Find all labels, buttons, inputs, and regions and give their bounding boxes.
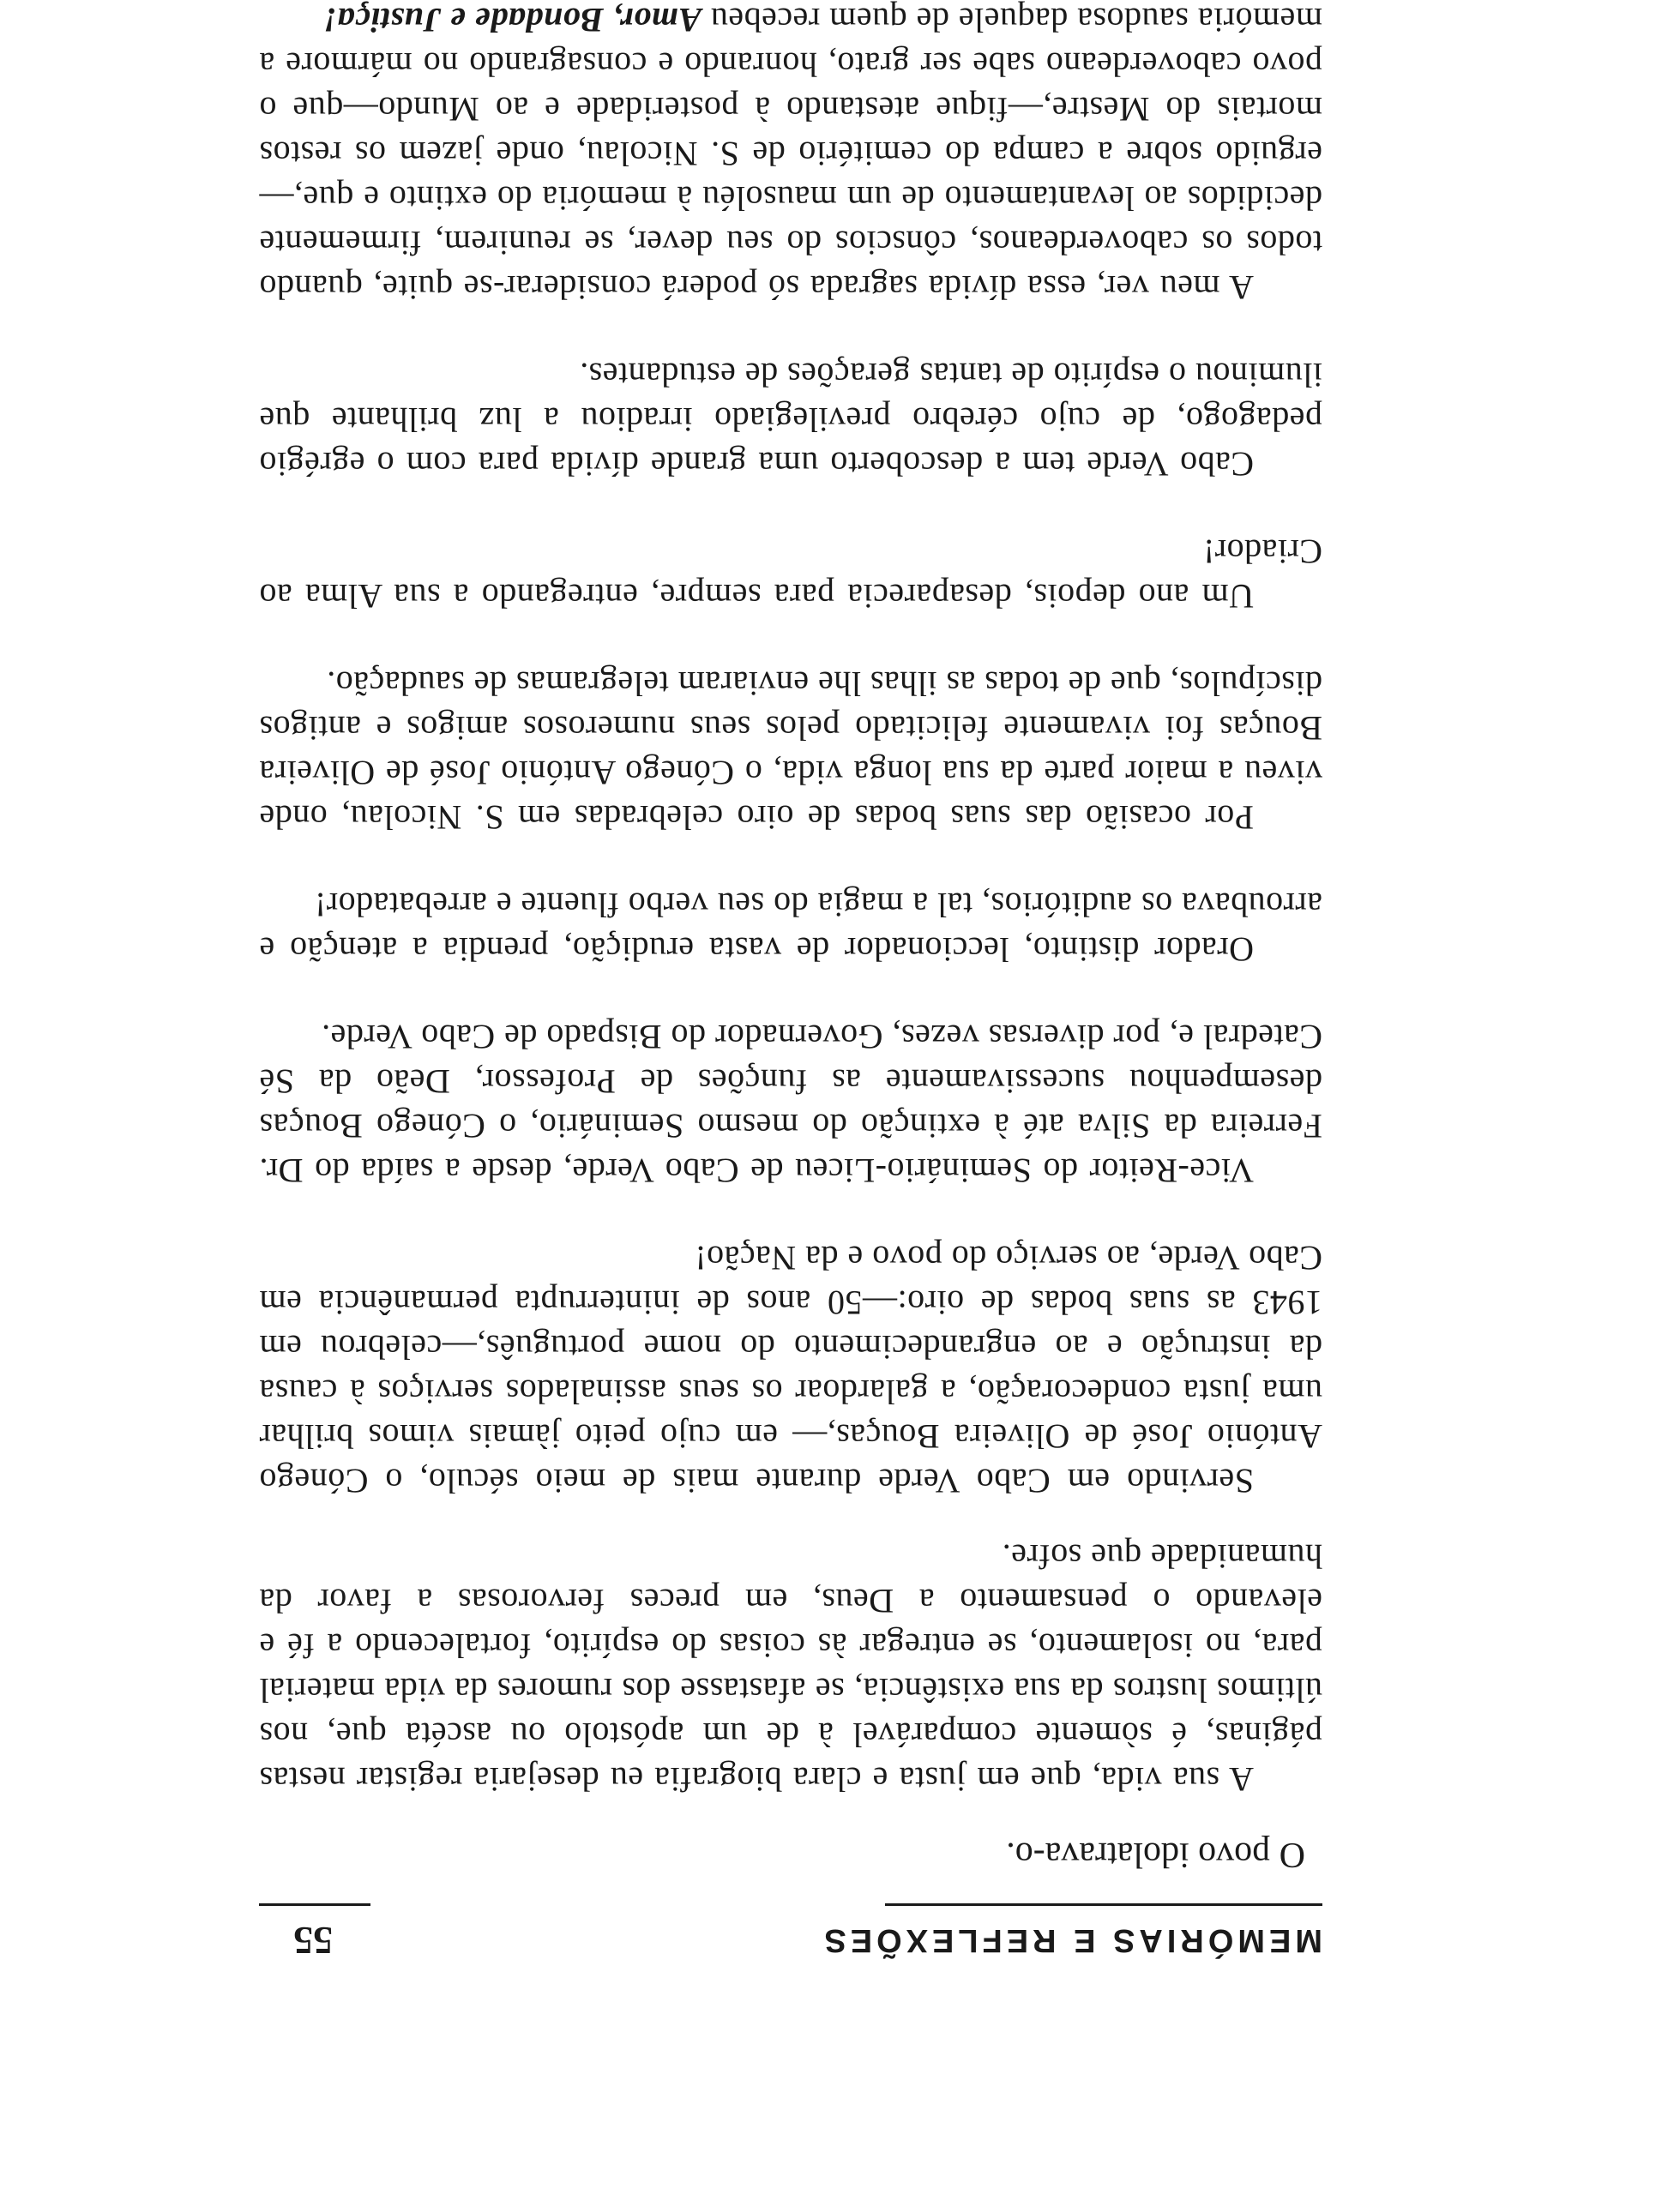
text-block bbox=[259, 0, 1322, 1969]
paragraph-golden-jubilee: Por ocasião das suas bodas de oiro celebradas em S. Nicolau, onde viveu a maior parte da sua longa vida, o Cónego António José de Oliveira Bouças foi vivamente felicitado pelos seus numerosos amigos e antigos discípulos, que de todas as ilhas lhe enviaram telegramas de saudação. bbox=[259, 664, 1322, 837]
paragraph-biography: A sua vida, que em justa e clara biografia eu desejaria registar nestas páginas, é sòmente comparável à de um apóstolo ou ascéta que, nos últimos lustros da sua existência, se afastasse dos rumores da vida material para, no isolamento, se entregar às coisas do espírito, fortalecendo a fé e elevando o pensamento a Deus, em preces fervorosas a favor da humanidade que sofre. bbox=[259, 1537, 1322, 1799]
page-number: 55 bbox=[293, 1919, 333, 1963]
header-rule-left bbox=[885, 1903, 1322, 1906]
paragraph-orator: Orador distinto, leccionador de vasta erudição, prendia a atenção e arroubava os auditórios, tal a magia do seu verbo fluente e arrebatador! bbox=[259, 886, 1322, 969]
running-head bbox=[259, 1918, 1322, 1969]
paragraph-service: Servindo em Cabo Verde durante mais de meio século, o Cónego António José de Oliveira Bouças,— em cujo peito jàmais vimos brilhar uma justa condecoração, a galardoar os seus assinalados serviços à causa da instrução e ao engrandecimento do nome português,—celebrou em 1943 as suas bodas de oiro:—50 anos de ininterrupta permanência em Cabo Verde, ao serviço do povo e da Nação! bbox=[259, 1239, 1322, 1500]
opening-line: O povo idolatrava-o. bbox=[1006, 1835, 1305, 1874]
mausoleum-text: A meu ver, essa dívida sagrada só poderá considerar-se quite, quando todos os caboverdeanos, cônscios do seu dever, se reunirem, firmemente decididos ao levantamento de um mausoléu à memória do extinto e que,—erguido sobre a campa do cemitério de S. Nicolau, onde jazem os restos mortais do Mestre,—fique atestando à posteridade e ao Mundo—que o povo caboverdeano sabe ser grato, honrando e consagrando no mármore a memória saudosa daquele de quem recebeu bbox=[259, 1, 1322, 307]
paragraph-debt: Cabo Verde tem a descoberto uma grande dívida para com o egrégio pedagogo, de cujo cérebro previlegiado irradiou a luz brilhante que iluminou o espírito de tantas gerações de estudantes. bbox=[259, 356, 1322, 484]
header-rule-right bbox=[259, 1903, 370, 1906]
paragraph-mausoleum bbox=[259, 0, 1322, 310]
paragraph-vice-rector: Vice-Reitor do Seminário-Liceu de Cabo Verde, desde a saída do Dr. Ferreira da Silva até à extinção do mesmo Seminário, o Cónego Bouças desempenhou sucessivamente as funções de Professor, Deão da Sé Catedral e, por diversas vezes, Governador do Bispado de Cabo Verde. bbox=[259, 1018, 1322, 1190]
emphasis-virtues: Amor, Bondade e Justiça! bbox=[322, 1, 702, 39]
running-title: MEMÓRIAS E REFLEXÕES bbox=[820, 1922, 1322, 1958]
paragraph-death: Um ano depois, desaparecia para sempre, entregando a sua Alma ao Criador! bbox=[259, 532, 1322, 616]
